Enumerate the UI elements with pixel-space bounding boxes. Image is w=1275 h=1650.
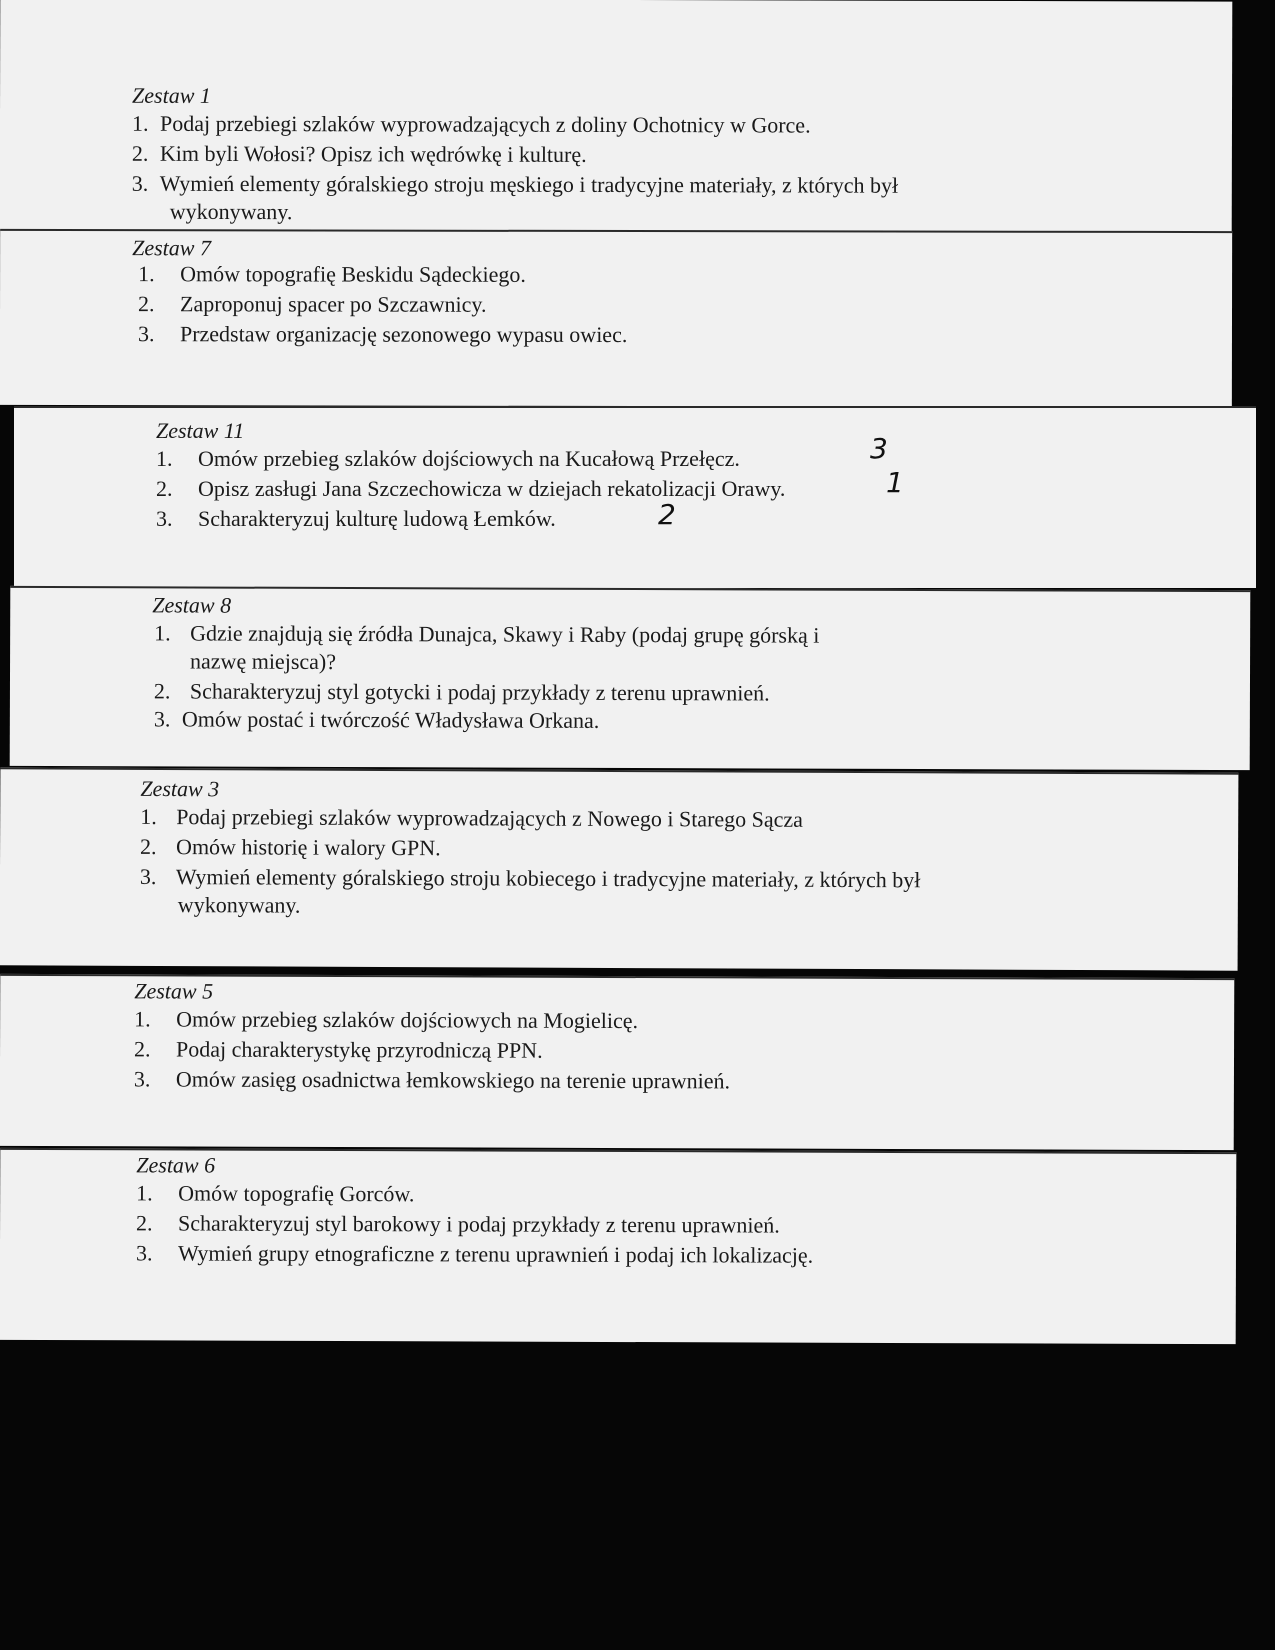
question-item: [136, 1180, 414, 1207]
question-number: 1.: [156, 446, 173, 471]
question-item: [138, 261, 526, 288]
question-text: Kim byli Wołosi? Opisz ich wędrówkę i kulturę.: [159, 140, 587, 167]
question-number: 2.: [156, 476, 173, 501]
question-text: Omów topografię Gorców.: [178, 1180, 415, 1207]
set-title: Zestaw 11: [156, 418, 245, 443]
question-item: [140, 804, 803, 833]
question-continuation: nazwę miejsca)?: [190, 648, 337, 674]
handwritten-mark: 3: [870, 432, 888, 465]
question-continuation: wykonywany.: [169, 198, 293, 225]
exam-set-strip: [0, 767, 1238, 970]
question-number: 1.: [131, 110, 149, 136]
question-number: 2.: [133, 1036, 151, 1062]
question-item: [154, 620, 819, 648]
exam-set-strip: [0, 1148, 1236, 1344]
question-item: [132, 141, 587, 168]
question-item: [140, 864, 921, 893]
question-item: [156, 446, 740, 472]
question-item: [132, 171, 898, 199]
question-text: Wymień elementy góralskiego stroju męskiego i tradycyjne materiały, z których był: [159, 170, 899, 198]
question-item: [132, 111, 811, 139]
question-text: Zaproponuj spacer po Szczawnicy.: [180, 291, 487, 317]
question-number: 2.: [153, 678, 171, 704]
set-title: Zestaw 6: [136, 1152, 216, 1178]
question-item: [154, 706, 600, 734]
question-text: Scharakteryzuj styl barokowy i podaj przykłady z terenu uprawnień.: [178, 1210, 780, 1238]
exam-set-strip: [0, 0, 1232, 234]
question-item: [134, 1006, 638, 1034]
question-number: 3.: [137, 321, 155, 347]
question-text: Przedstaw organizację sezonowego wypasu owiec.: [179, 321, 628, 348]
question-text: Podaj przebiegi szlaków wyprowadzających z doliny Ochotnicy w Gorce.: [159, 110, 811, 138]
question-item: [154, 678, 770, 706]
set-title: Zestaw 8: [152, 592, 232, 618]
question-number: 1.: [154, 620, 171, 646]
question-number: 3.: [153, 706, 171, 732]
question-number: 3.: [135, 1240, 153, 1266]
set-title: Zestaw 1: [132, 82, 211, 108]
handwritten-mark: 2: [658, 498, 676, 531]
question-number: 2.: [131, 140, 149, 166]
set-title: Zestaw 3: [140, 775, 220, 802]
exam-set-strip: [10, 586, 1251, 770]
question-number: 2.: [138, 291, 155, 317]
question-number: 1.: [140, 803, 157, 829]
question-item: [136, 1240, 813, 1268]
exam-set-strip: [0, 229, 1232, 407]
question-text: Opisz zasługi Jana Szczechowicza w dziejach rekatolizacji Orawy.: [198, 476, 786, 501]
question-item: [140, 834, 441, 861]
question-item: [134, 1066, 730, 1094]
question-text: Scharakteryzuj kulturę ludową Łemków.: [198, 506, 556, 531]
question-text: Wymień grupy etnograficzne z terenu uprawnień i podaj ich lokalizację.: [177, 1240, 814, 1268]
question-item: [134, 1036, 543, 1063]
exam-set-strip: [14, 406, 1256, 588]
question-text: Omów przebieg szlaków dojściowych na Kucałową Przełęcz.: [198, 446, 740, 471]
question-text: Omów postać i twórczość Władysława Orkana.: [181, 706, 600, 733]
question-number: 3.: [131, 170, 149, 196]
question-number: 2.: [136, 1210, 153, 1236]
question-text: Scharakteryzuj styl gotycki i podaj przykłady z terenu uprawnień.: [189, 678, 770, 706]
question-text: Podaj przebiegi szlaków wyprowadzających z Nowego i Starego Sącza: [176, 804, 804, 832]
question-item: [138, 291, 486, 318]
question-text: Podaj charakterystykę przyrodniczą PPN.: [175, 1036, 543, 1063]
question-item: [156, 506, 556, 532]
question-text: Omów historię i walory GPN.: [176, 834, 441, 861]
set-title: Zestaw 7: [132, 235, 212, 261]
question-number: 2.: [140, 833, 157, 859]
handwritten-mark: 1: [886, 466, 904, 499]
question-number: 1.: [138, 261, 155, 287]
question-text: Omów przebieg szlaków dojściowych na Mogielicę.: [176, 1006, 639, 1034]
exam-set-strip: [0, 974, 1234, 1150]
question-number: 1.: [136, 1180, 153, 1206]
question-item: [136, 1210, 780, 1238]
question-number: 3.: [156, 506, 173, 531]
question-text: Gdzie znajdują się źródła Dunajca, Skawy i Raby (podaj grupę górską i: [190, 620, 820, 648]
question-number: 1.: [134, 1006, 151, 1032]
question-number: 3.: [139, 863, 157, 889]
question-text: Omów topografię Beskidu Sądeckiego.: [180, 261, 526, 287]
question-number: 3.: [133, 1066, 151, 1092]
question-continuation: wykonywany.: [177, 892, 301, 918]
question-item: [138, 321, 627, 348]
question-text: Wymień elementy góralskiego stroju kobiecego i tradycyjne materiały, z których był: [175, 864, 921, 893]
question-text: Omów zasięg osadnictwa łemkowskiego na terenie uprawnień.: [175, 1066, 731, 1094]
question-item: [156, 476, 785, 502]
set-title: Zestaw 5: [134, 978, 214, 1004]
